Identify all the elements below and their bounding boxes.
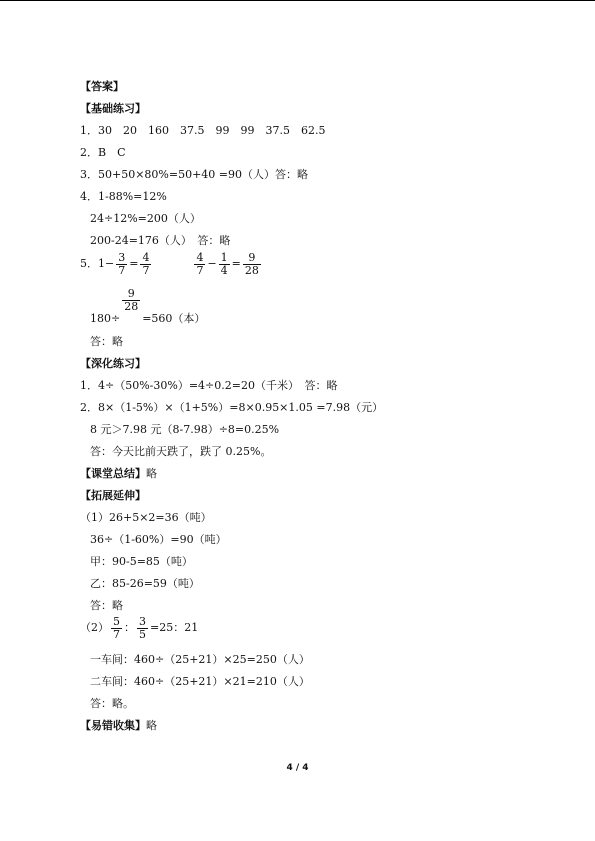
header-rule [0,0,595,1]
extension-2-ratio [80,614,198,642]
expr-prefix: 180÷ [90,312,121,325]
fraction: $\frac{4}{7}$ [196,250,204,277]
error-collection-text: 略 [146,719,157,732]
heading-error-collection: 【易错收集】 [80,719,146,732]
basic-answer-5-line-1 [80,250,263,278]
page-number: 4 / 4 [286,763,309,773]
heading-class-summary: 【课堂总结】 [80,467,146,480]
minus-sign: − [207,257,217,270]
basic-answer-5-line-2 [90,288,205,342]
basic-answer-4-line-1: 4．1-88%=12% [80,190,167,203]
expr-suffix: =560（本） [142,312,206,325]
basic-answer-3: 3．50+50×80%=50+40 =90（人）答：略 [80,168,309,181]
fraction: $\frac{4}{7}$ [142,250,150,277]
deep-answer-2-compare: 8 元＞7.98 元（8-7.98）÷8=0.25% [90,423,280,436]
ratio-colon: ： [124,621,135,634]
deep-answer-2-answer: 答：今天比前天跌了，跌了 0.25%。 [90,445,272,458]
fraction: $\frac{3}{5}$ [139,614,146,641]
heading-basic-practice: 【基础练习】 [80,102,146,115]
basic-answer-4-line-2: 24÷12%=200（人） [90,212,201,225]
heading-extension: 【拓展延伸】 [80,489,146,502]
extension-1-line-2: 36÷（1-60%）=90（吨） [90,533,227,546]
summary-text: 略 [146,467,157,480]
equals-sign: = [129,257,139,270]
basic-answer-2: 2．B C [80,146,126,159]
extension-1-line-3: 甲：90-5=85（吨） [90,555,193,568]
fraction: $\frac{9}{28}$ [244,250,259,277]
fraction: $\frac{3}{7}$ [118,250,126,277]
ratio-result: =25：21 [150,621,199,634]
basic-answer-5-answer: 答：略 [90,335,123,348]
basic-answer-4-line-3: 200-24=176（人） 答：略 [90,234,231,247]
extension-2-workshop-1: 一车间：460÷（25+21）×25=250（人） [90,653,310,666]
fraction: $\frac{9}{28}$ [124,287,139,313]
deep-answer-1: 1．4÷（50%-30%）=4÷0.2=20（千米） 答：略 [80,379,338,392]
heading-answer: 【答案】 [80,80,124,93]
error-collection-line [80,719,157,733]
item-number: （2） [80,621,109,634]
heading-deep-practice: 【深化练习】 [80,357,146,370]
deep-answer-2: 2．8×（1-5%）×（1+5%）=8×0.95×1.05 =7.98（元） [80,401,384,414]
extension-1-line-1: （1）26+5×2=36（吨） [80,511,212,524]
fraction: $\frac{5}{7}$ [113,614,120,641]
extension-1-line-4: 乙：85-26=59（吨） [90,577,200,590]
summary-line [80,467,157,481]
basic-answer-1: 1．30 20 160 37.5 99 99 37.5 62.5 [80,124,326,137]
extension-2-answer: 答：略。 [90,697,134,710]
equals-sign: = [231,257,241,270]
extension-2-workshop-2: 二车间：460÷（25+21）×21=210（人） [90,675,310,688]
fraction: $\frac{1}{4}$ [220,250,228,277]
expr-prefix: 5．1− [80,257,115,270]
extension-1-answer: 答：略 [90,599,123,612]
